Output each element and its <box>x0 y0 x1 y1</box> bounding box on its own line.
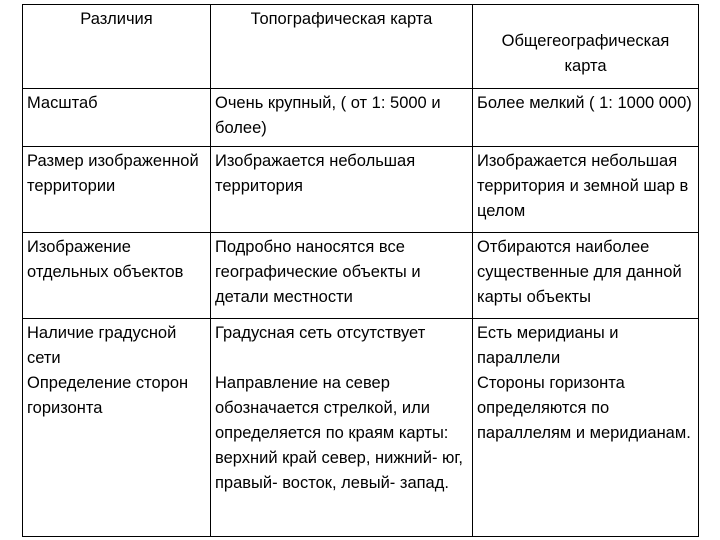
topo-cell <box>211 89 473 147</box>
general-cell <box>473 319 699 537</box>
general-cell <box>473 147 699 233</box>
row-label <box>23 319 211 537</box>
comparison-table <box>22 4 699 537</box>
row-label-text-2: Определение сторон горизонта <box>27 374 189 417</box>
table-row <box>23 147 699 233</box>
table-header-row <box>23 5 699 89</box>
row-label-text: Изображение отдельных объектов <box>27 238 184 281</box>
header-differences-text: Различия <box>80 10 153 28</box>
general-cell-text: Изображается небольшая территория и земной шар в целом <box>477 152 689 220</box>
row-label-text: Размер изображенной территории <box>27 152 199 195</box>
general-cell <box>473 89 699 147</box>
row-label <box>23 147 211 233</box>
topo-cell <box>211 233 473 319</box>
general-cell-text-2: Стороны горизонта определяются по параллелям и меридианам. <box>477 374 691 442</box>
header-topographic <box>211 5 473 89</box>
general-cell-text: Есть меридианы и параллели <box>477 324 619 367</box>
general-cell <box>473 233 699 319</box>
header-topographic-text: Топографическая карта <box>250 10 433 28</box>
table-row <box>23 233 699 319</box>
topo-cell-text-2: Направление на север обозначается стрелкой, или определяется по краям карты: верхний край север, нижний- юг, правый- восток, левый- запад. <box>215 374 463 492</box>
topo-cell-text: Подробно наносятся все географические объекты и детали местности <box>215 238 421 306</box>
table-row <box>23 319 699 537</box>
general-cell-text: Более мелкий ( 1: 1000 000) <box>477 94 692 112</box>
header-general-text: Общегеографическая карта <box>501 32 670 75</box>
table-row <box>23 89 699 147</box>
row-label <box>23 233 211 319</box>
header-general <box>473 5 699 89</box>
topo-cell-text: Градусная сеть отсутствует <box>215 324 426 342</box>
row-label-text: Наличие градусной сети <box>27 324 177 367</box>
topo-cell <box>211 319 473 537</box>
header-differences <box>23 5 211 89</box>
topo-cell-text: Изображается небольшая территория <box>215 152 416 195</box>
row-label <box>23 89 211 147</box>
topo-cell-text: Очень крупный, ( от 1: 5000 и более) <box>215 94 441 137</box>
general-cell-text: Отбираются наиболее существенные для данной карты объекты <box>477 238 682 306</box>
topo-cell <box>211 147 473 233</box>
row-label-text: Масштаб <box>27 94 98 112</box>
